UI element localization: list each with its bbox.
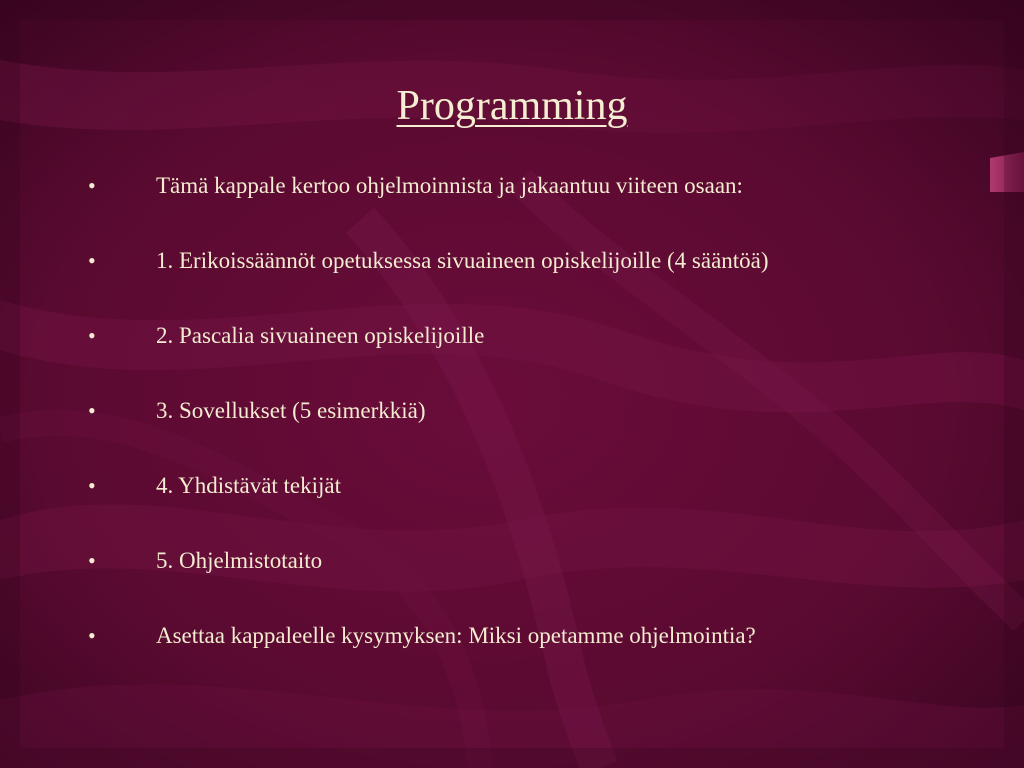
bullet-marker: •	[88, 398, 96, 423]
bullet-text: 4. Yhdistävät tekijät	[156, 473, 342, 498]
bullet-text: 1. Erikoissäännöt opetuksessa sivuaineen opiskelijoille (4 sääntöä)	[156, 248, 769, 273]
bullet-item	[0, 614, 1024, 689]
bullet-item	[0, 464, 1024, 539]
bullet-item	[0, 164, 1024, 239]
bullet-item	[0, 314, 1024, 389]
bullet-text: 5. Ohjelmistotaito	[156, 548, 323, 573]
bullet-marker: •	[88, 623, 96, 648]
bullet-text: Tämä kappale kertoo ohjelmoinnista ja jakaantuu viiteen osaan:	[156, 173, 743, 198]
bullet-marker: •	[88, 173, 96, 198]
bullet-marker: •	[88, 548, 96, 573]
bullet-marker: •	[88, 248, 96, 273]
bullet-item	[0, 539, 1024, 614]
bullet-text: 2. Pascalia sivuaineen opiskelijoille	[156, 323, 485, 348]
bullet-text: 3. Sovellukset (5 esimerkkiä)	[156, 398, 426, 423]
slide-title: Programming	[396, 83, 628, 129]
bullet-marker: •	[88, 473, 96, 498]
bullet-item	[0, 239, 1024, 314]
bullet-item	[0, 389, 1024, 464]
bullet-text: Asettaa kappaleelle kysymyksen: Miksi opetamme ohjelmointia?	[156, 623, 756, 648]
bullet-marker: •	[88, 323, 96, 348]
bullet-list	[0, 164, 1024, 689]
